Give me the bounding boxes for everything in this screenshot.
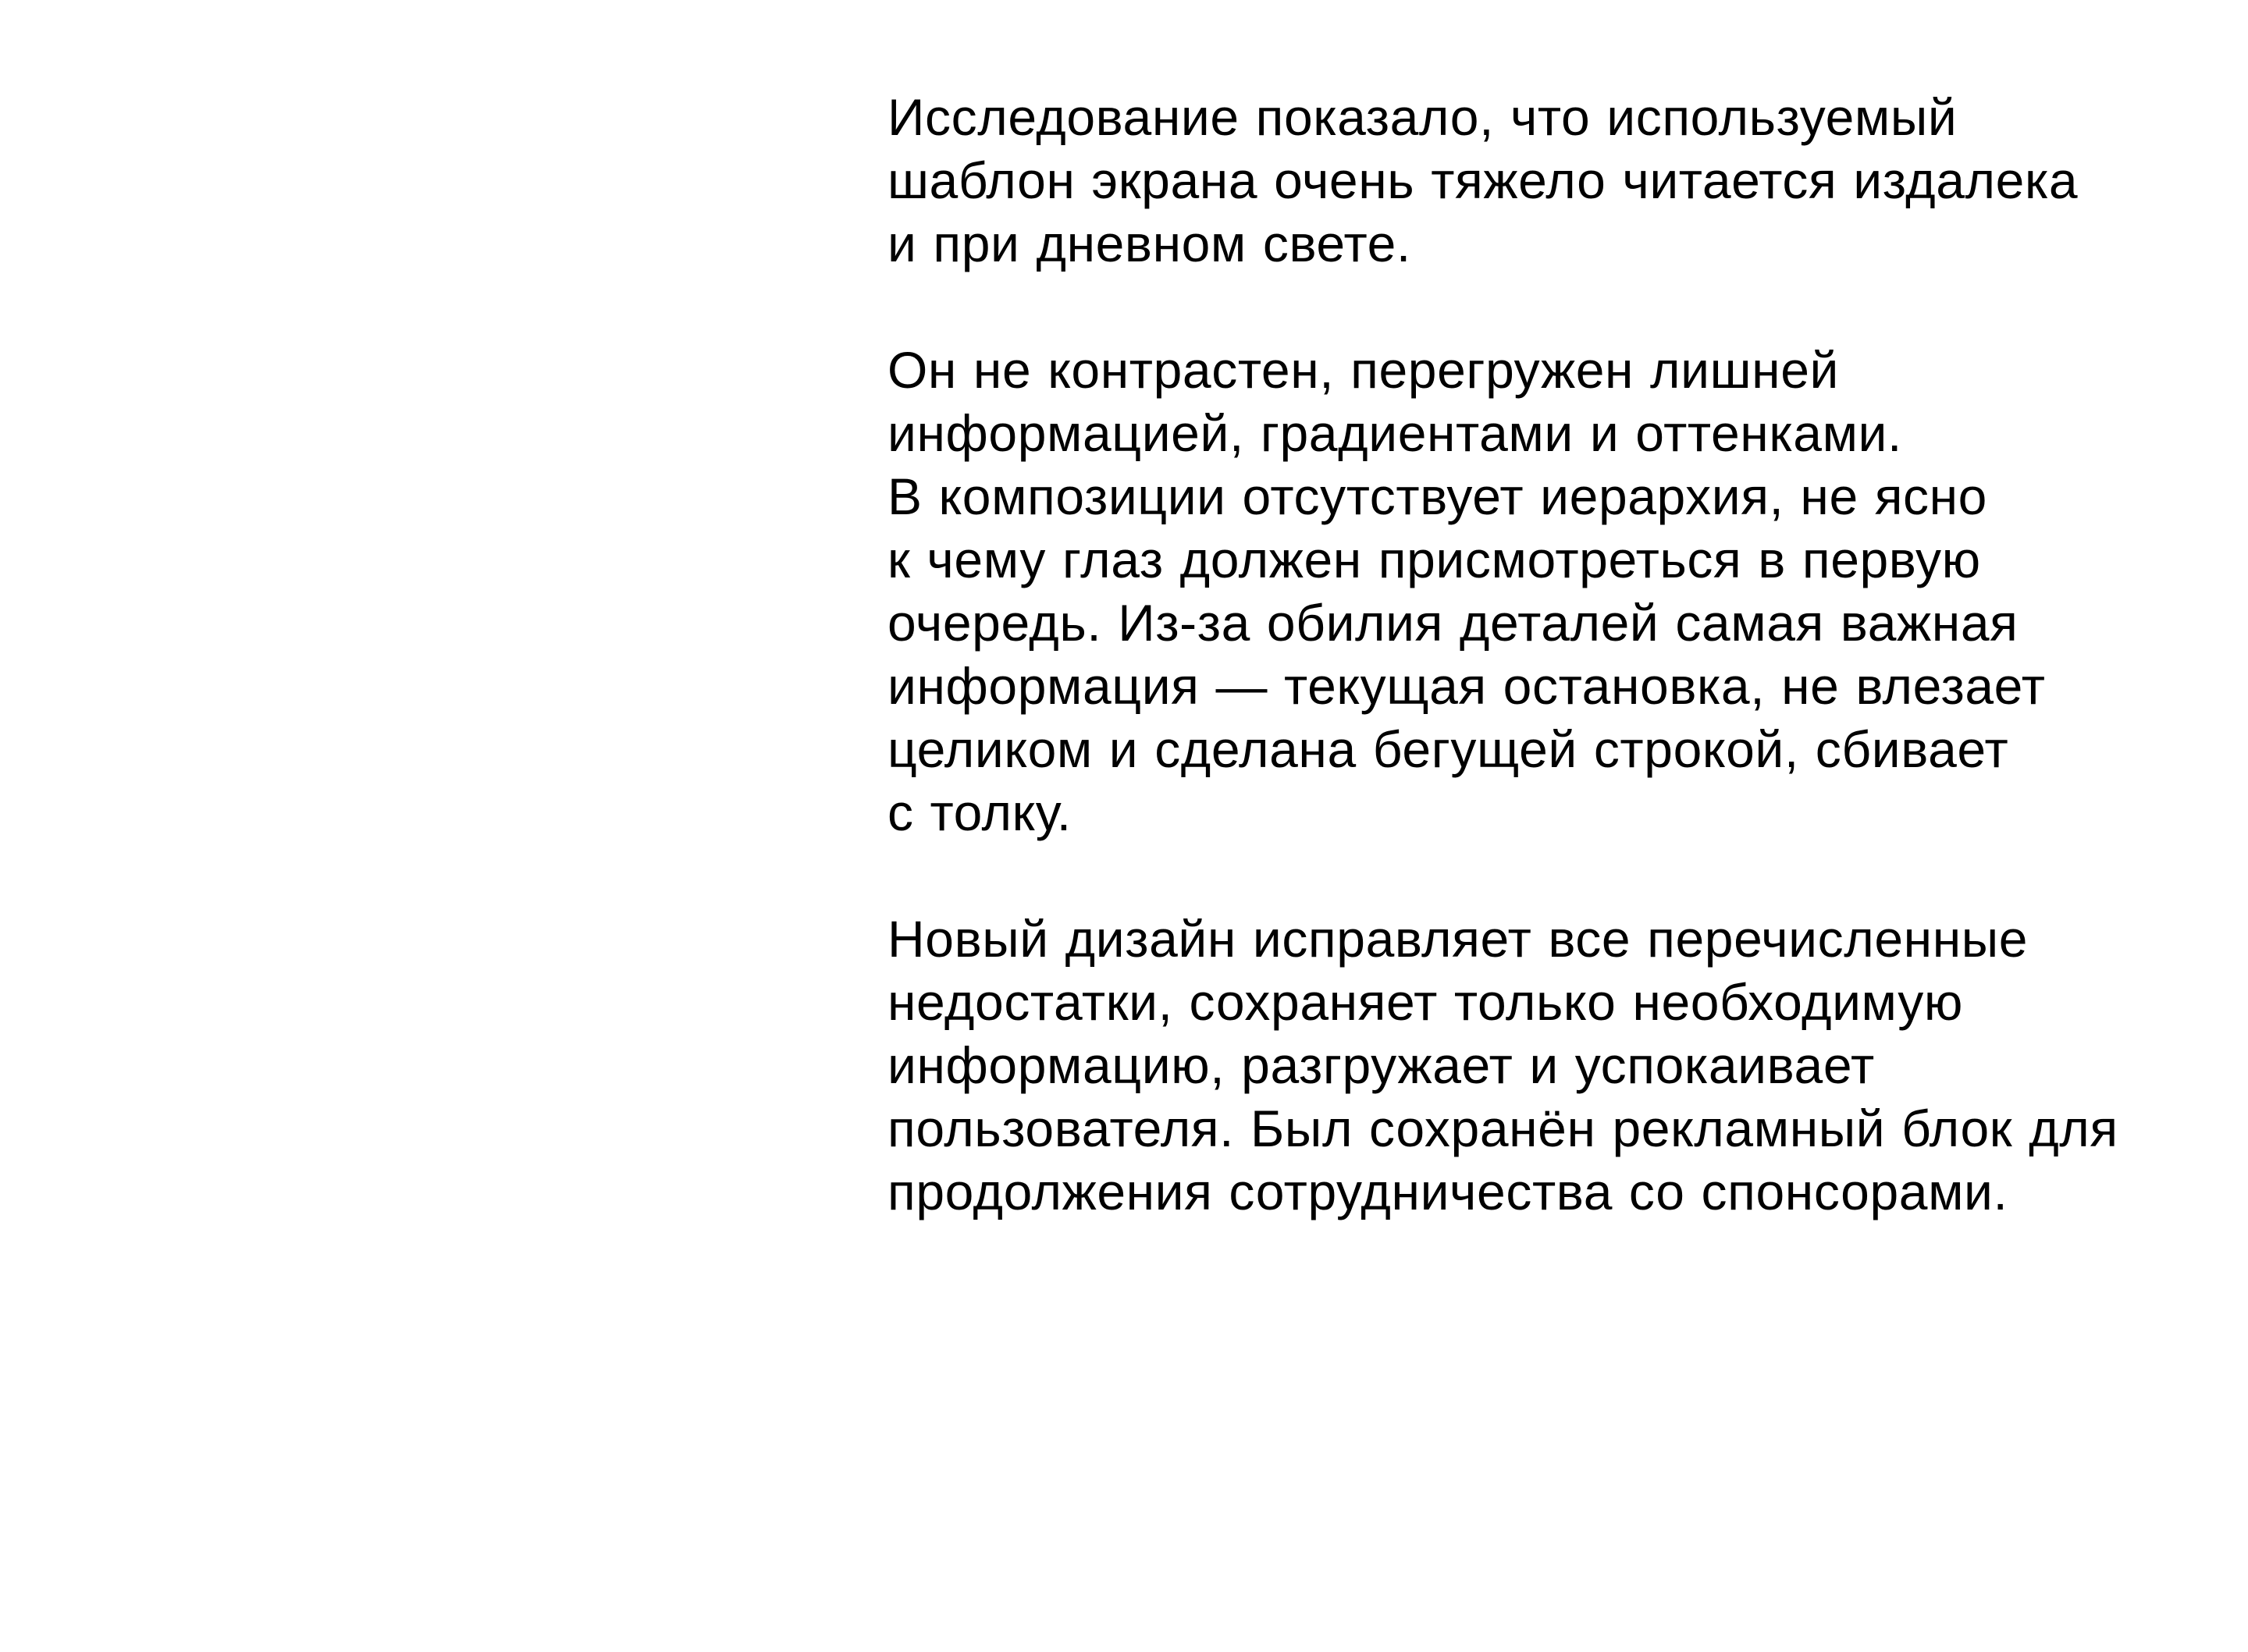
- body-text: [887, 86, 2214, 1287]
- text-line: недостатки, сохраняет только необходимую: [887, 973, 1963, 1031]
- paragraph-research-finding: [887, 86, 2214, 275]
- text-line: и при дневном свете.: [887, 215, 1411, 272]
- paragraph-problems: [887, 339, 2214, 844]
- text-line: информацию, разгружает и успокаивает: [887, 1036, 1875, 1094]
- text-line: продолжения сотрудничества со спонсорами.: [887, 1163, 2008, 1220]
- text-line: пользователя. Был сохранён рекламный блок для: [887, 1100, 2118, 1157]
- text-line: В композиции отсутствует иерархия, не ясно: [887, 467, 1987, 525]
- text-line: информацией, градиентами и оттенками.: [887, 404, 1902, 462]
- text-line: информация — текущая остановка, не влезает: [887, 657, 2046, 715]
- text-line: Новый дизайн исправляет все перечисленные: [887, 910, 2029, 968]
- text-line: с толку.: [887, 783, 1072, 841]
- text-line: целиком и сделана бегущей строкой, сбивает: [887, 720, 2009, 778]
- text-line: Исследование показало, что используемый: [887, 88, 1958, 146]
- text-line: Он не контрастен, перегружен лишней: [887, 341, 1839, 399]
- text-line: шаблон экрана очень тяжело читается издалека: [887, 151, 2079, 209]
- paragraph-new-design: [887, 908, 2214, 1224]
- text-line: к чему глаз должен присмотреться в первую: [887, 531, 1981, 588]
- text-line: очередь. Из-за обилия деталей самая важная: [887, 594, 2019, 652]
